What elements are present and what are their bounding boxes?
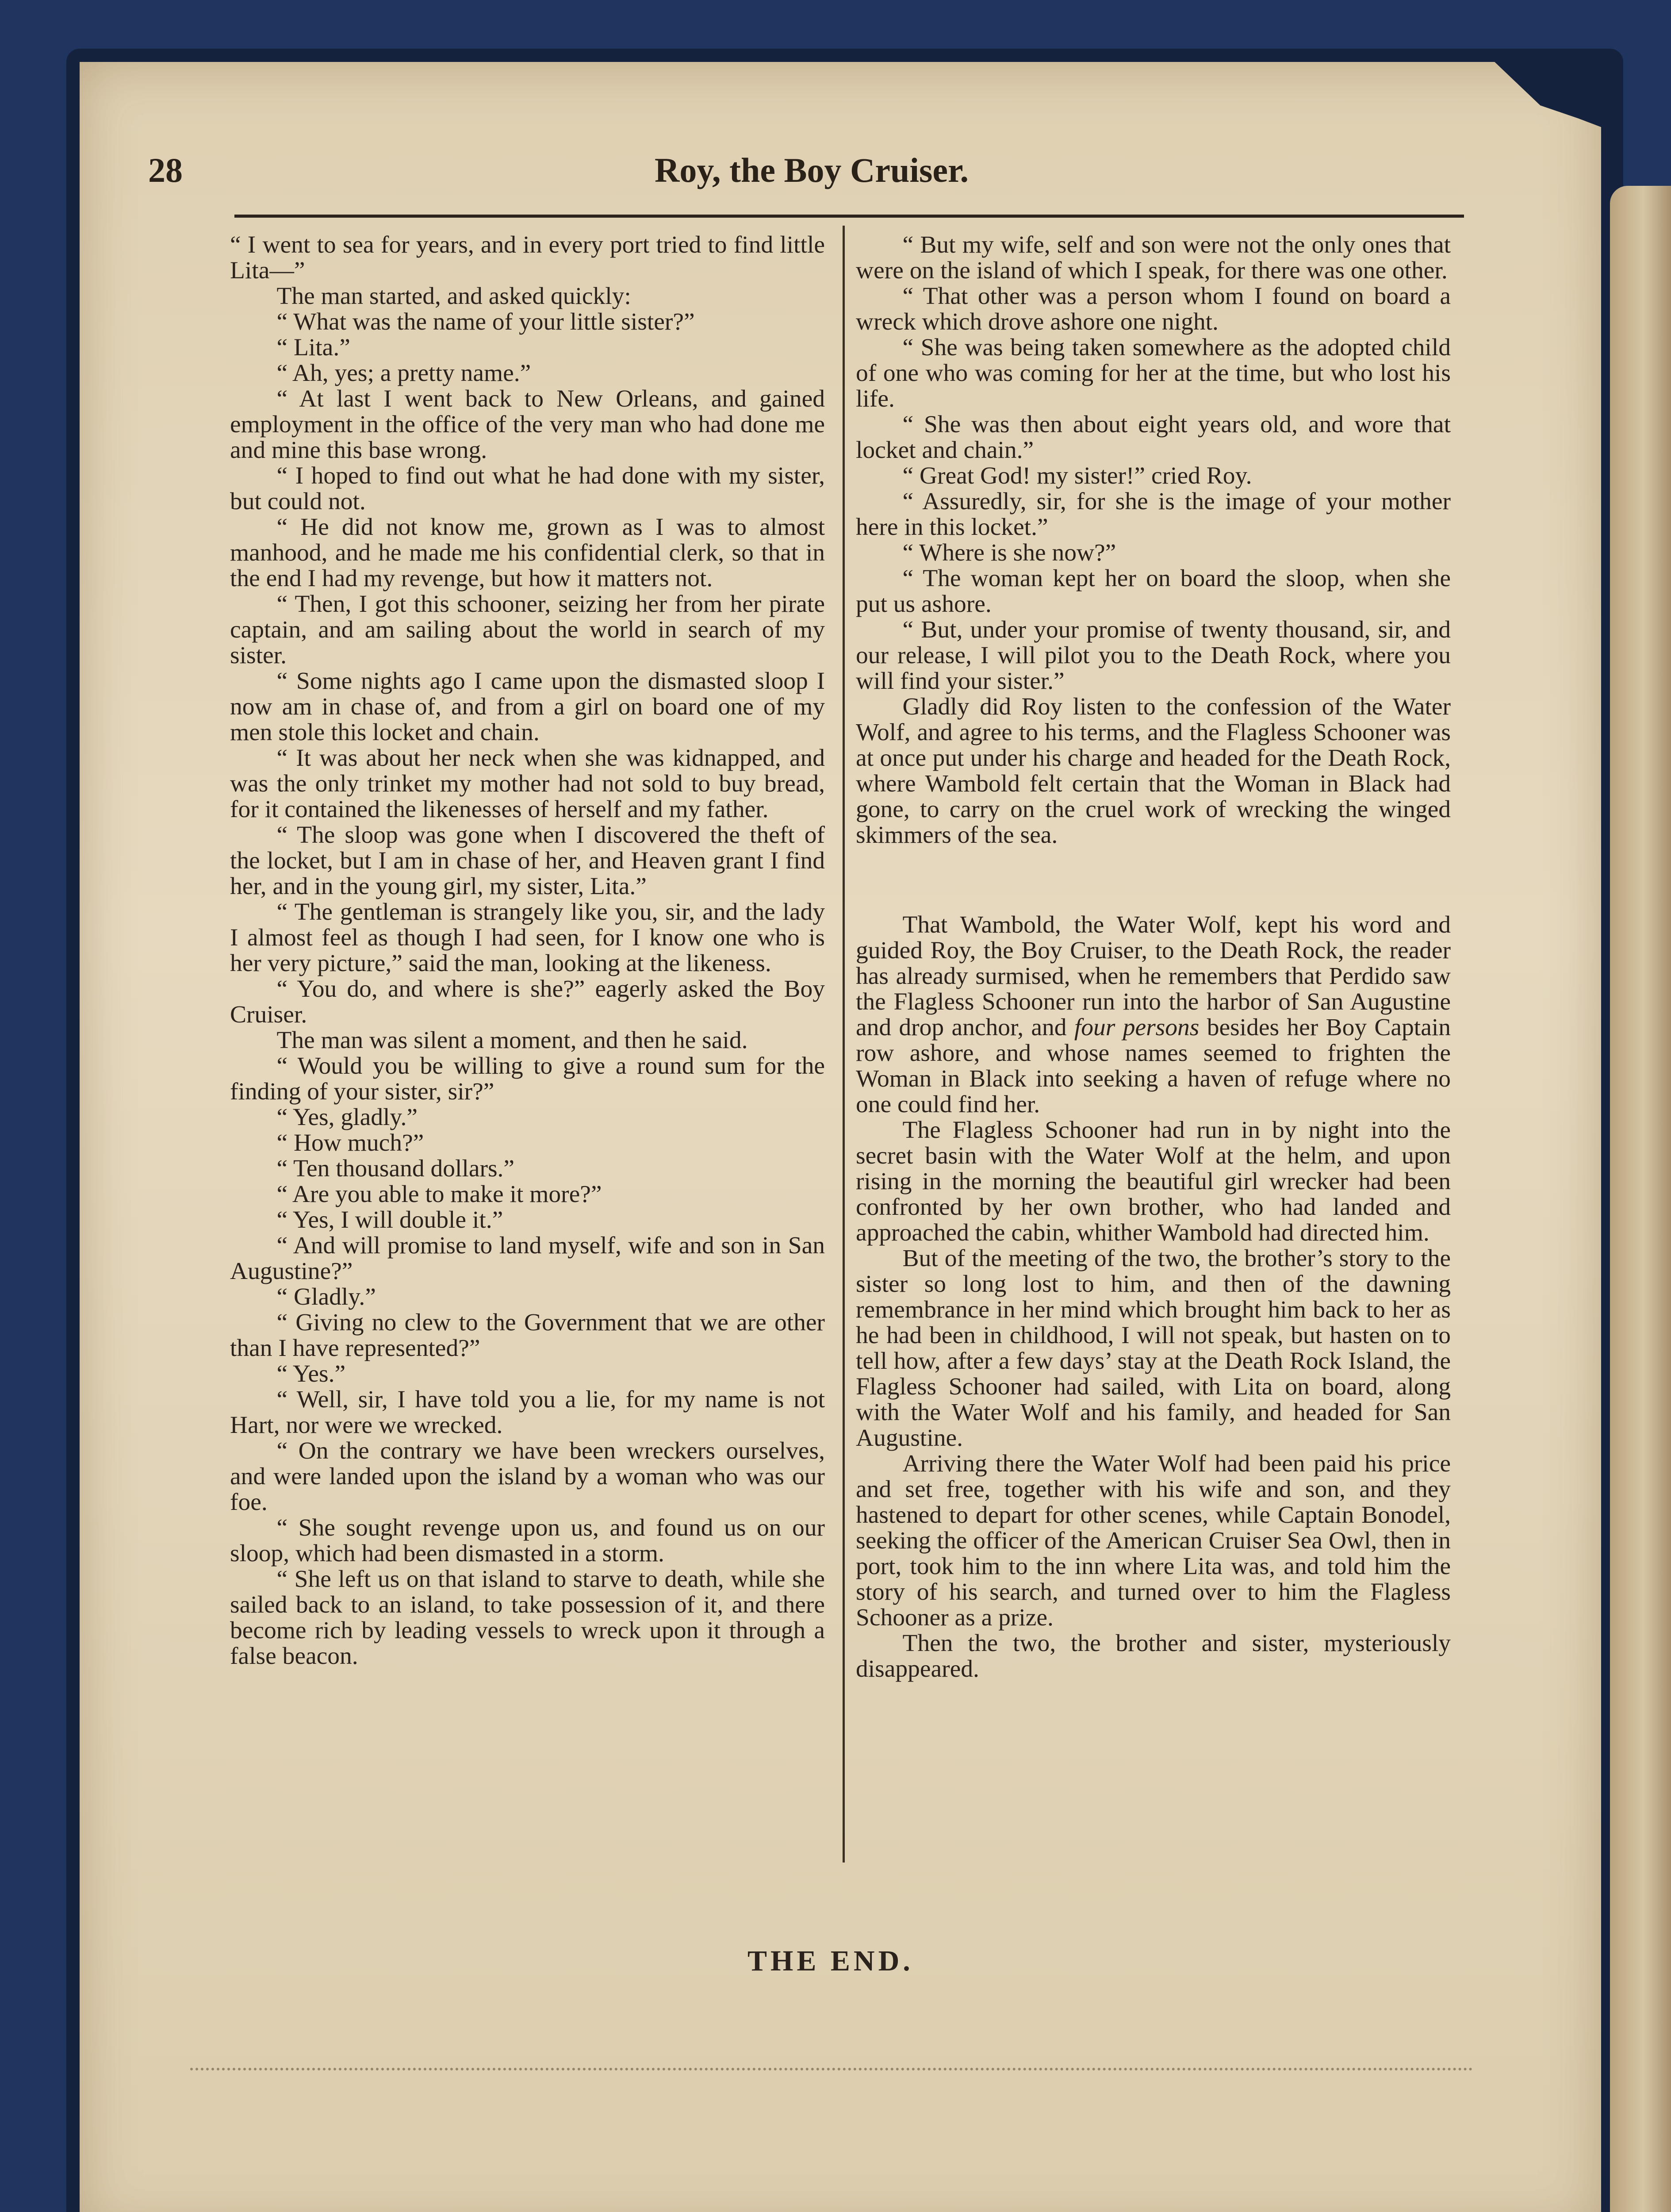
right-column [856, 232, 1451, 1682]
paragraph: “ It was about her neck when she was kidnapped, and was the only trinket my mother had not sold to buy bread, for it contained the likenesses of herself and my father. [230, 745, 825, 823]
paragraph: The Flagless Schooner had run in by night into the secret basin with the Water Wolf at the helm, and upon rising in the morning the beautiful girl wrecker had been confronted by her own brother, who had landed and approached the cabin, whither Wambold had directed him. [856, 1117, 1451, 1246]
text-run: besides her Boy Captain row ashore, and whose names seemed to frighten the Woman in Black into seeking a haven of refuge where no one could find her. [856, 1014, 1451, 1118]
paragraph: “ Great God! my sister!” cried Roy. [902, 462, 1252, 489]
page-number: 28 [148, 151, 183, 189]
paragraph [856, 912, 1451, 1118]
paragraph: “ The sloop was gone when I discovered the theft of the locket, but I am in chase of her, and Heaven grant I find her, and in the young girl, my sister, Lita.” [230, 822, 825, 900]
paragraph: “ Would you be willing to give a round sum for the finding of your sister, sir?” [230, 1052, 825, 1105]
paragraph: “ What was the name of your little sister?” [276, 308, 695, 335]
next-page-edge [1610, 186, 1671, 2212]
paragraph: “ The gentleman is strangely like you, sir, and the lady I almost feel as though I had seen, for I know one who is her very picture,” said the man, looking at the likeness. [230, 899, 825, 977]
paragraph: “ That other was a person whom I found on board a wreck which drove ashore one night. [856, 283, 1451, 335]
the-end-heading: THE END. [747, 1945, 914, 1977]
paragraph: Gladly did Roy listen to the confession of the Water Wolf, and agree to his terms, and the Flagless Schooner was at once put under his charge and headed for the Death Rock, where Wambold felt certain that the Woman in Black had gone, to carry on the cruel work of wrecking the winged skimmers of the sea. [856, 693, 1451, 849]
left-column [230, 232, 825, 1669]
paragraph: “ At last I went back to New Orleans, and gained employment in the office of the very man who had done me and mine this base wrong. [230, 385, 825, 464]
paragraph: “ Where is she now?” [902, 539, 1116, 566]
paragraph: Then the two, the brother and sister, mysteriously disappeared. [856, 1630, 1451, 1682]
paragraph: “ And will promise to land myself, wife and son in San Augustine?” [230, 1232, 825, 1285]
running-head: Roy, the Boy Cruiser. [655, 151, 969, 189]
paragraph: “ She left us on that island to starve to death, while she sailed back to an island, to take possession of it, and there become rich by leading vessels to wreck upon it through a false beacon. [230, 1566, 825, 1670]
text-run: That Wambold, the Water Wolf, kept his word and guided Roy, the Boy Cruiser, to the Death Rock, the reader has already surmised, when he remembers that Perdido saw the Flagless Schooner run into the harbor of San Augustine and drop anchor, and [856, 911, 1451, 1041]
paragraph: “ Lita.” [276, 334, 350, 361]
paragraph: “ He did not know me, grown as I was to almost manhood, and he made me his confidential clerk, so that in the end I had my revenge, but how it matters not. [230, 514, 825, 592]
paragraph: “ Yes, I will double it.” [276, 1206, 503, 1233]
paragraph: The man started, and asked quickly: [276, 283, 631, 310]
paragraph: Arriving there the Water Wolf had been paid his price and set free, together with his wife and son, and they hastened to depart for other scenes, while Captain Bonodel, seeking the officer of the American Cruiser Sea Owl, then in port, took him to the inn where Lita was, and told him the story of his search, and turned over to him the Flagless Schooner as a prize. [856, 1450, 1451, 1631]
paragraph: “ Well, sir, I have told you a lie, for my name is not Hart, nor were we wrecked. [230, 1386, 825, 1439]
paragraph: “ She sought revenge upon us, and found us on our sloop, which had been dismasted in a storm. [230, 1514, 825, 1567]
paragraph: “ Are you able to make it more?” [276, 1181, 602, 1208]
section-break [856, 848, 1451, 912]
paragraph: “ Ten thousand dollars.” [276, 1155, 515, 1182]
paragraph: “ The woman kept her on board the sloop, when she put us ashore. [856, 565, 1451, 618]
paragraph: “ I hoped to find out what he had done with my sister, but could not. [230, 462, 825, 515]
paragraph: “ Yes.” [276, 1360, 346, 1387]
column-divider [843, 226, 845, 1863]
paragraph: “ Yes, gladly.” [276, 1104, 418, 1131]
paragraph: But of the meeting of the two, the brother’s story to the sister so long lost to him, and then of the dawning remembrance in her mind which brought him back to her as he had been in childhood, I will not speak, but hasten on to tell how, after a few days’ stay at the Death Rock Island, the Flagless Schooner had sailed, with Lita on board, along with the Water Wolf and his family, and headed for San Augustine. [856, 1245, 1451, 1452]
paragraph: “ You do, and where is she?” eagerly asked the Boy Cruiser. [230, 975, 825, 1028]
paragraph: “ She was being taken somewhere as the adopted child of one who was coming for her at the time, but who lost his life. [856, 334, 1451, 412]
paragraph: “ Giving no clew to the Government that we are other than I have represented?” [230, 1309, 825, 1362]
footer-dotted-line [190, 2062, 1473, 2070]
emphasis-text: four persons [1074, 1014, 1200, 1041]
paragraph: “ Some nights ago I came upon the dismasted sloop I now am in chase of, and from a girl on board one of my men stole this locket and chain. [230, 668, 825, 746]
paragraph: “ Then, I got this schooner, seizing her from her pirate captain, and am sailing about the world in search of my sister. [230, 591, 825, 669]
paragraph: “ But my wife, self and son were not the only ones that were on the island of which I speak, for there was one other. [856, 231, 1451, 284]
paragraph: “ I went to sea for years, and in every port tried to find little Lita—” [230, 231, 825, 284]
paragraph: The man was silent a moment, and then he said. [276, 1027, 748, 1054]
paragraph: “ Gladly.” [276, 1283, 376, 1310]
paragraph: “ Assuredly, sir, for she is the image of your mother here in this locket.” [856, 488, 1451, 541]
paragraph: “ But, under your promise of twenty thousand, sir, and our release, I will pilot you to the Death Rock, where you will find your sister.” [856, 616, 1451, 695]
header-rule [234, 215, 1464, 218]
paragraph: “ She was then about eight years old, and wore that locket and chain.” [856, 411, 1451, 464]
paragraph: “ Ah, yes; a pretty name.” [276, 360, 531, 387]
paragraph: “ How much?” [276, 1129, 424, 1156]
paragraph: “ On the contrary we have been wreckers ourselves, and were landed upon the island by a woman who was our foe. [230, 1437, 825, 1516]
